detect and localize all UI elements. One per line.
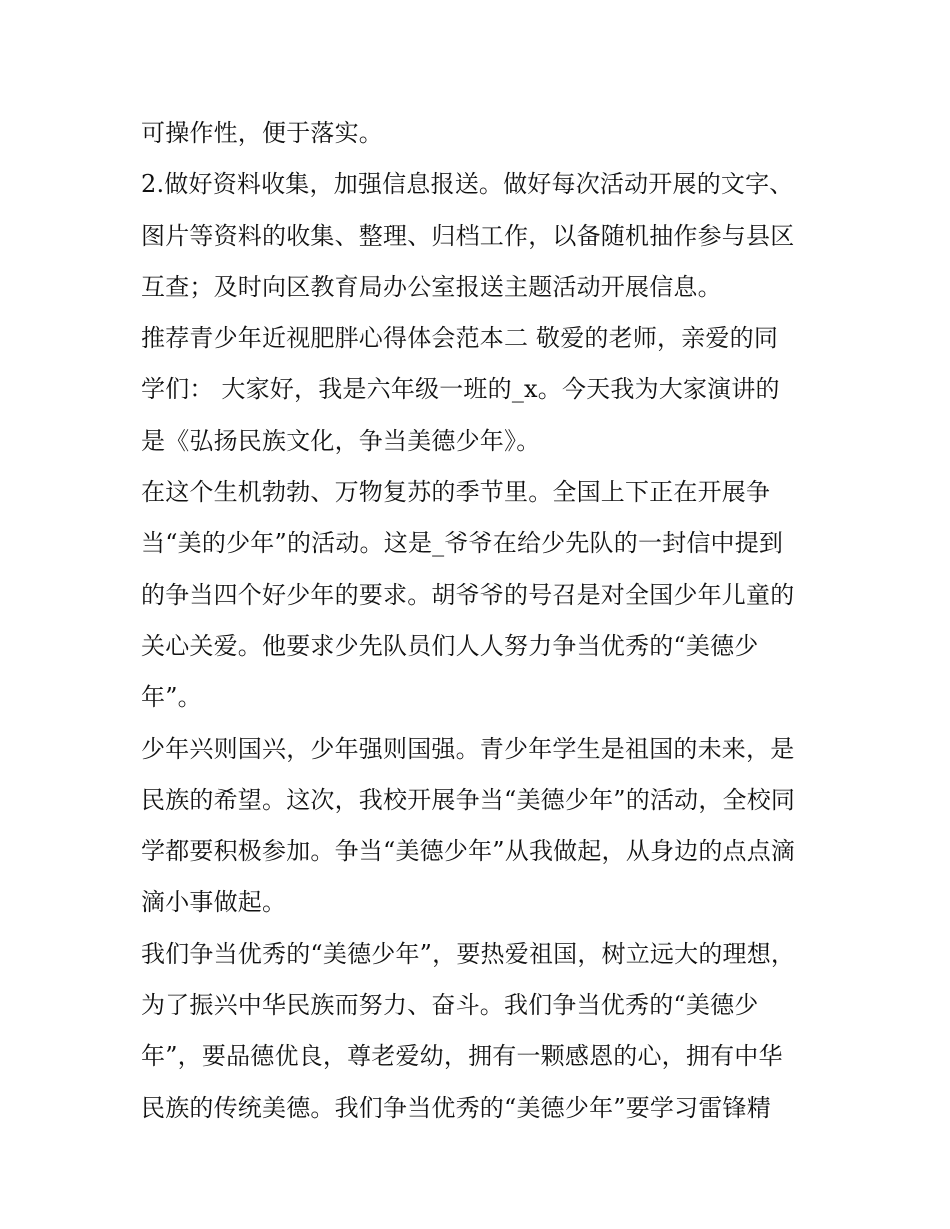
- text-line: 推荐青少年近视肥胖心得体会范本二 敬爱的老师，亲爱的同: [141, 324, 779, 353]
- text-line: 的争当四个好少年的要求。胡爷爷的号召是对全国少年儿童的: [141, 580, 795, 609]
- text-line: 我们争当优秀的“美德少年”，要热爱祖国，树立远大的理想，: [141, 939, 796, 968]
- text-line: 互查；及时向区教育局办公室报送主题活动开展信息。: [141, 272, 722, 301]
- text-line: 年”。: [141, 683, 202, 712]
- text-line: 是《弘扬民族文化，争当美德少年》。: [141, 426, 541, 455]
- text-line: 2.做好资料收集，加强信息报送。做好每次活动开展的文字、: [141, 170, 794, 199]
- text-line: 在这个生机勃勃、万物复苏的季节里。全国上下正在开展争: [141, 478, 771, 507]
- text-line: 滴小事做起。: [141, 888, 287, 917]
- text-line: 可操作性，便于落实。: [141, 119, 383, 147]
- text-line: 关心关爱。他要求少先队员们人人努力争当优秀的“美德少: [141, 631, 759, 660]
- text-line: 图片等资料的收集、整理、归档工作，以备随机抽作参与县区: [141, 221, 795, 250]
- text-line: 学都要积极参加。争当“美德少年”从我做起，从身边的点点滴: [141, 837, 796, 866]
- text-line: 当“美的少年”的活动。这是_爷爷在给少先队的一封信中提到: [141, 529, 784, 558]
- text-line: 民族的传统美德。我们争当优秀的“美德少年”要学习雷锋精: [141, 1093, 771, 1122]
- text-line: 民族的希望。这次，我校开展争当“美德少年”的活动，全校同: [141, 785, 796, 814]
- document-body: [141, 108, 831, 1134]
- text-line: 年”，要品德优良，尊老爱幼，拥有一颗感恩的心，拥有中华: [141, 1042, 783, 1071]
- text-line: 为了振兴中华民族而努力、奋斗。我们争当优秀的“美德少: [141, 991, 759, 1020]
- text-line: 少年兴则国兴，少年强则国强。青少年学生是祖国的未来，是: [141, 734, 795, 763]
- text-line: 学们： 大家好，我是六年级一班的_x。今天我为大家演讲的: [141, 375, 780, 404]
